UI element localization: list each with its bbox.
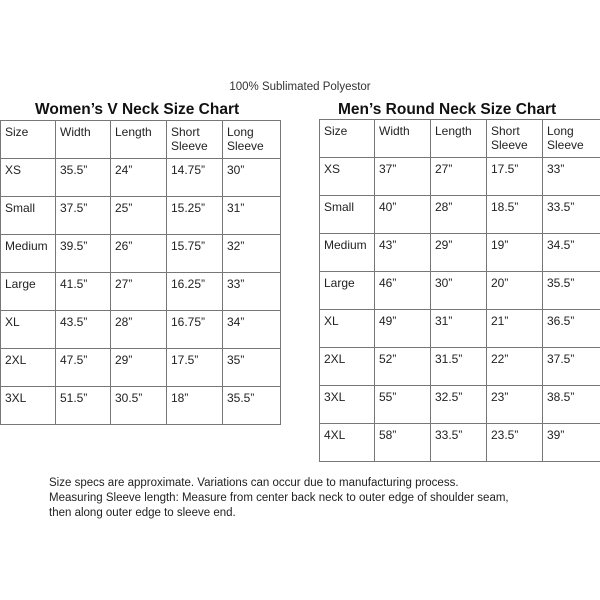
measurement-cell: 21” xyxy=(487,310,543,348)
measurement-cell: 34” xyxy=(223,311,281,349)
measurement-cell: 47.5” xyxy=(56,349,111,387)
measurement-cell: 36.5” xyxy=(543,310,600,348)
measurement-cell: 37” xyxy=(375,158,431,196)
measurement-cell: 26” xyxy=(111,235,167,273)
measurement-cell: 17.5” xyxy=(167,349,223,387)
column-header: Long Sleeve xyxy=(543,120,600,158)
womens-size-table xyxy=(0,120,281,425)
measurement-cell: 38.5” xyxy=(543,386,600,424)
size-cell: 4XL xyxy=(320,424,375,462)
measurement-cell: 15.25” xyxy=(167,197,223,235)
measurement-cell: 31.5” xyxy=(431,348,487,386)
measurement-cell: 24” xyxy=(111,159,167,197)
measurement-cell: 22” xyxy=(487,348,543,386)
measurement-cell: 30.5” xyxy=(111,387,167,425)
measurement-cell: 25” xyxy=(111,197,167,235)
column-header: Short Sleeve xyxy=(487,120,543,158)
measurement-cell: 19” xyxy=(487,234,543,272)
measurement-cell: 49” xyxy=(375,310,431,348)
table-header-row xyxy=(1,121,281,159)
table-row xyxy=(1,159,281,197)
size-cell: Medium xyxy=(1,235,56,273)
measurement-cell: 37.5” xyxy=(56,197,111,235)
measurement-cell: 46” xyxy=(375,272,431,310)
measurement-cell: 43” xyxy=(375,234,431,272)
size-cell: Small xyxy=(320,196,375,234)
measurement-cell: 51.5” xyxy=(56,387,111,425)
table-row xyxy=(320,386,600,424)
measurement-cell: 32” xyxy=(223,235,281,273)
note-line: Size specs are approximate. Variations can occur due to manufacturing process. xyxy=(49,477,459,489)
measurement-cell: 34.5” xyxy=(543,234,600,272)
table-row xyxy=(320,158,600,196)
measurement-cell: 58” xyxy=(375,424,431,462)
measurement-cell: 29” xyxy=(431,234,487,272)
size-cell: 2XL xyxy=(320,348,375,386)
table-row xyxy=(320,424,600,462)
measurement-cell: 31” xyxy=(431,310,487,348)
column-header: Width xyxy=(56,121,111,159)
size-cell: XS xyxy=(320,158,375,196)
measurement-cell: 23” xyxy=(487,386,543,424)
measurement-cell: 41.5” xyxy=(56,273,111,311)
table-row xyxy=(1,311,281,349)
mens-chart-title: Men’s Round Neck Size Chart xyxy=(338,101,557,118)
size-cell: XL xyxy=(1,311,56,349)
measurement-cell: 35.5” xyxy=(543,272,600,310)
measurement-cell: 40” xyxy=(375,196,431,234)
column-header: Length xyxy=(111,121,167,159)
measurement-cell: 37.5” xyxy=(543,348,600,386)
measurement-cell: 33” xyxy=(223,273,281,311)
table-row xyxy=(320,234,600,272)
measurement-cell: 18.5” xyxy=(487,196,543,234)
table-row xyxy=(1,349,281,387)
measurement-cell: 15.75” xyxy=(167,235,223,273)
measurement-cell: 43.5” xyxy=(56,311,111,349)
table-row xyxy=(320,348,600,386)
measurement-cell: 27” xyxy=(111,273,167,311)
table-row xyxy=(1,235,281,273)
mens-size-table xyxy=(319,119,600,462)
measurement-cell: 33.5” xyxy=(543,196,600,234)
womens-chart-title: Women’s V Neck Size Chart xyxy=(35,101,240,118)
size-notes xyxy=(49,476,589,521)
measurement-cell: 16.75” xyxy=(167,311,223,349)
measurement-cell: 16.25” xyxy=(167,273,223,311)
table-row xyxy=(320,310,600,348)
size-cell: 3XL xyxy=(320,386,375,424)
table-header-row xyxy=(320,120,600,158)
table-row xyxy=(1,387,281,425)
measurement-cell: 28” xyxy=(111,311,167,349)
measurement-cell: 39.5” xyxy=(56,235,111,273)
column-header: Width xyxy=(375,120,431,158)
measurement-cell: 33” xyxy=(543,158,600,196)
measurement-cell: 30” xyxy=(223,159,281,197)
size-cell: Large xyxy=(320,272,375,310)
measurement-cell: 32.5” xyxy=(431,386,487,424)
note-line: then along outer edge to sleeve end. xyxy=(49,507,236,519)
measurement-cell: 52” xyxy=(375,348,431,386)
measurement-cell: 23.5” xyxy=(487,424,543,462)
size-cell: Large xyxy=(1,273,56,311)
column-header: Short Sleeve xyxy=(167,121,223,159)
measurement-cell: 30” xyxy=(431,272,487,310)
size-cell: XS xyxy=(1,159,56,197)
measurement-cell: 35.5” xyxy=(223,387,281,425)
measurement-cell: 33.5” xyxy=(431,424,487,462)
table-row xyxy=(1,197,281,235)
size-cell: 2XL xyxy=(1,349,56,387)
measurement-cell: 29” xyxy=(111,349,167,387)
material-label: 100% Sublimated Polyestor xyxy=(229,81,371,93)
measurement-cell: 28” xyxy=(431,196,487,234)
column-header: Long Sleeve xyxy=(223,121,281,159)
measurement-cell: 14.75” xyxy=(167,159,223,197)
column-header: Size xyxy=(1,121,56,159)
measurement-cell: 18” xyxy=(167,387,223,425)
measurement-cell: 31” xyxy=(223,197,281,235)
measurement-cell: 35.5” xyxy=(56,159,111,197)
table-row xyxy=(1,273,281,311)
column-header: Length xyxy=(431,120,487,158)
note-line: Measuring Sleeve length: Measure from center back neck to outer edge of shoulder seam, xyxy=(49,492,509,504)
column-header: Size xyxy=(320,120,375,158)
measurement-cell: 17.5” xyxy=(487,158,543,196)
size-cell: XL xyxy=(320,310,375,348)
size-cell: Medium xyxy=(320,234,375,272)
table-row xyxy=(320,196,600,234)
size-cell: Small xyxy=(1,197,56,235)
measurement-cell: 35” xyxy=(223,349,281,387)
measurement-cell: 27” xyxy=(431,158,487,196)
measurement-cell: 20” xyxy=(487,272,543,310)
measurement-cell: 55” xyxy=(375,386,431,424)
table-row xyxy=(320,272,600,310)
size-cell: 3XL xyxy=(1,387,56,425)
measurement-cell: 39” xyxy=(543,424,600,462)
